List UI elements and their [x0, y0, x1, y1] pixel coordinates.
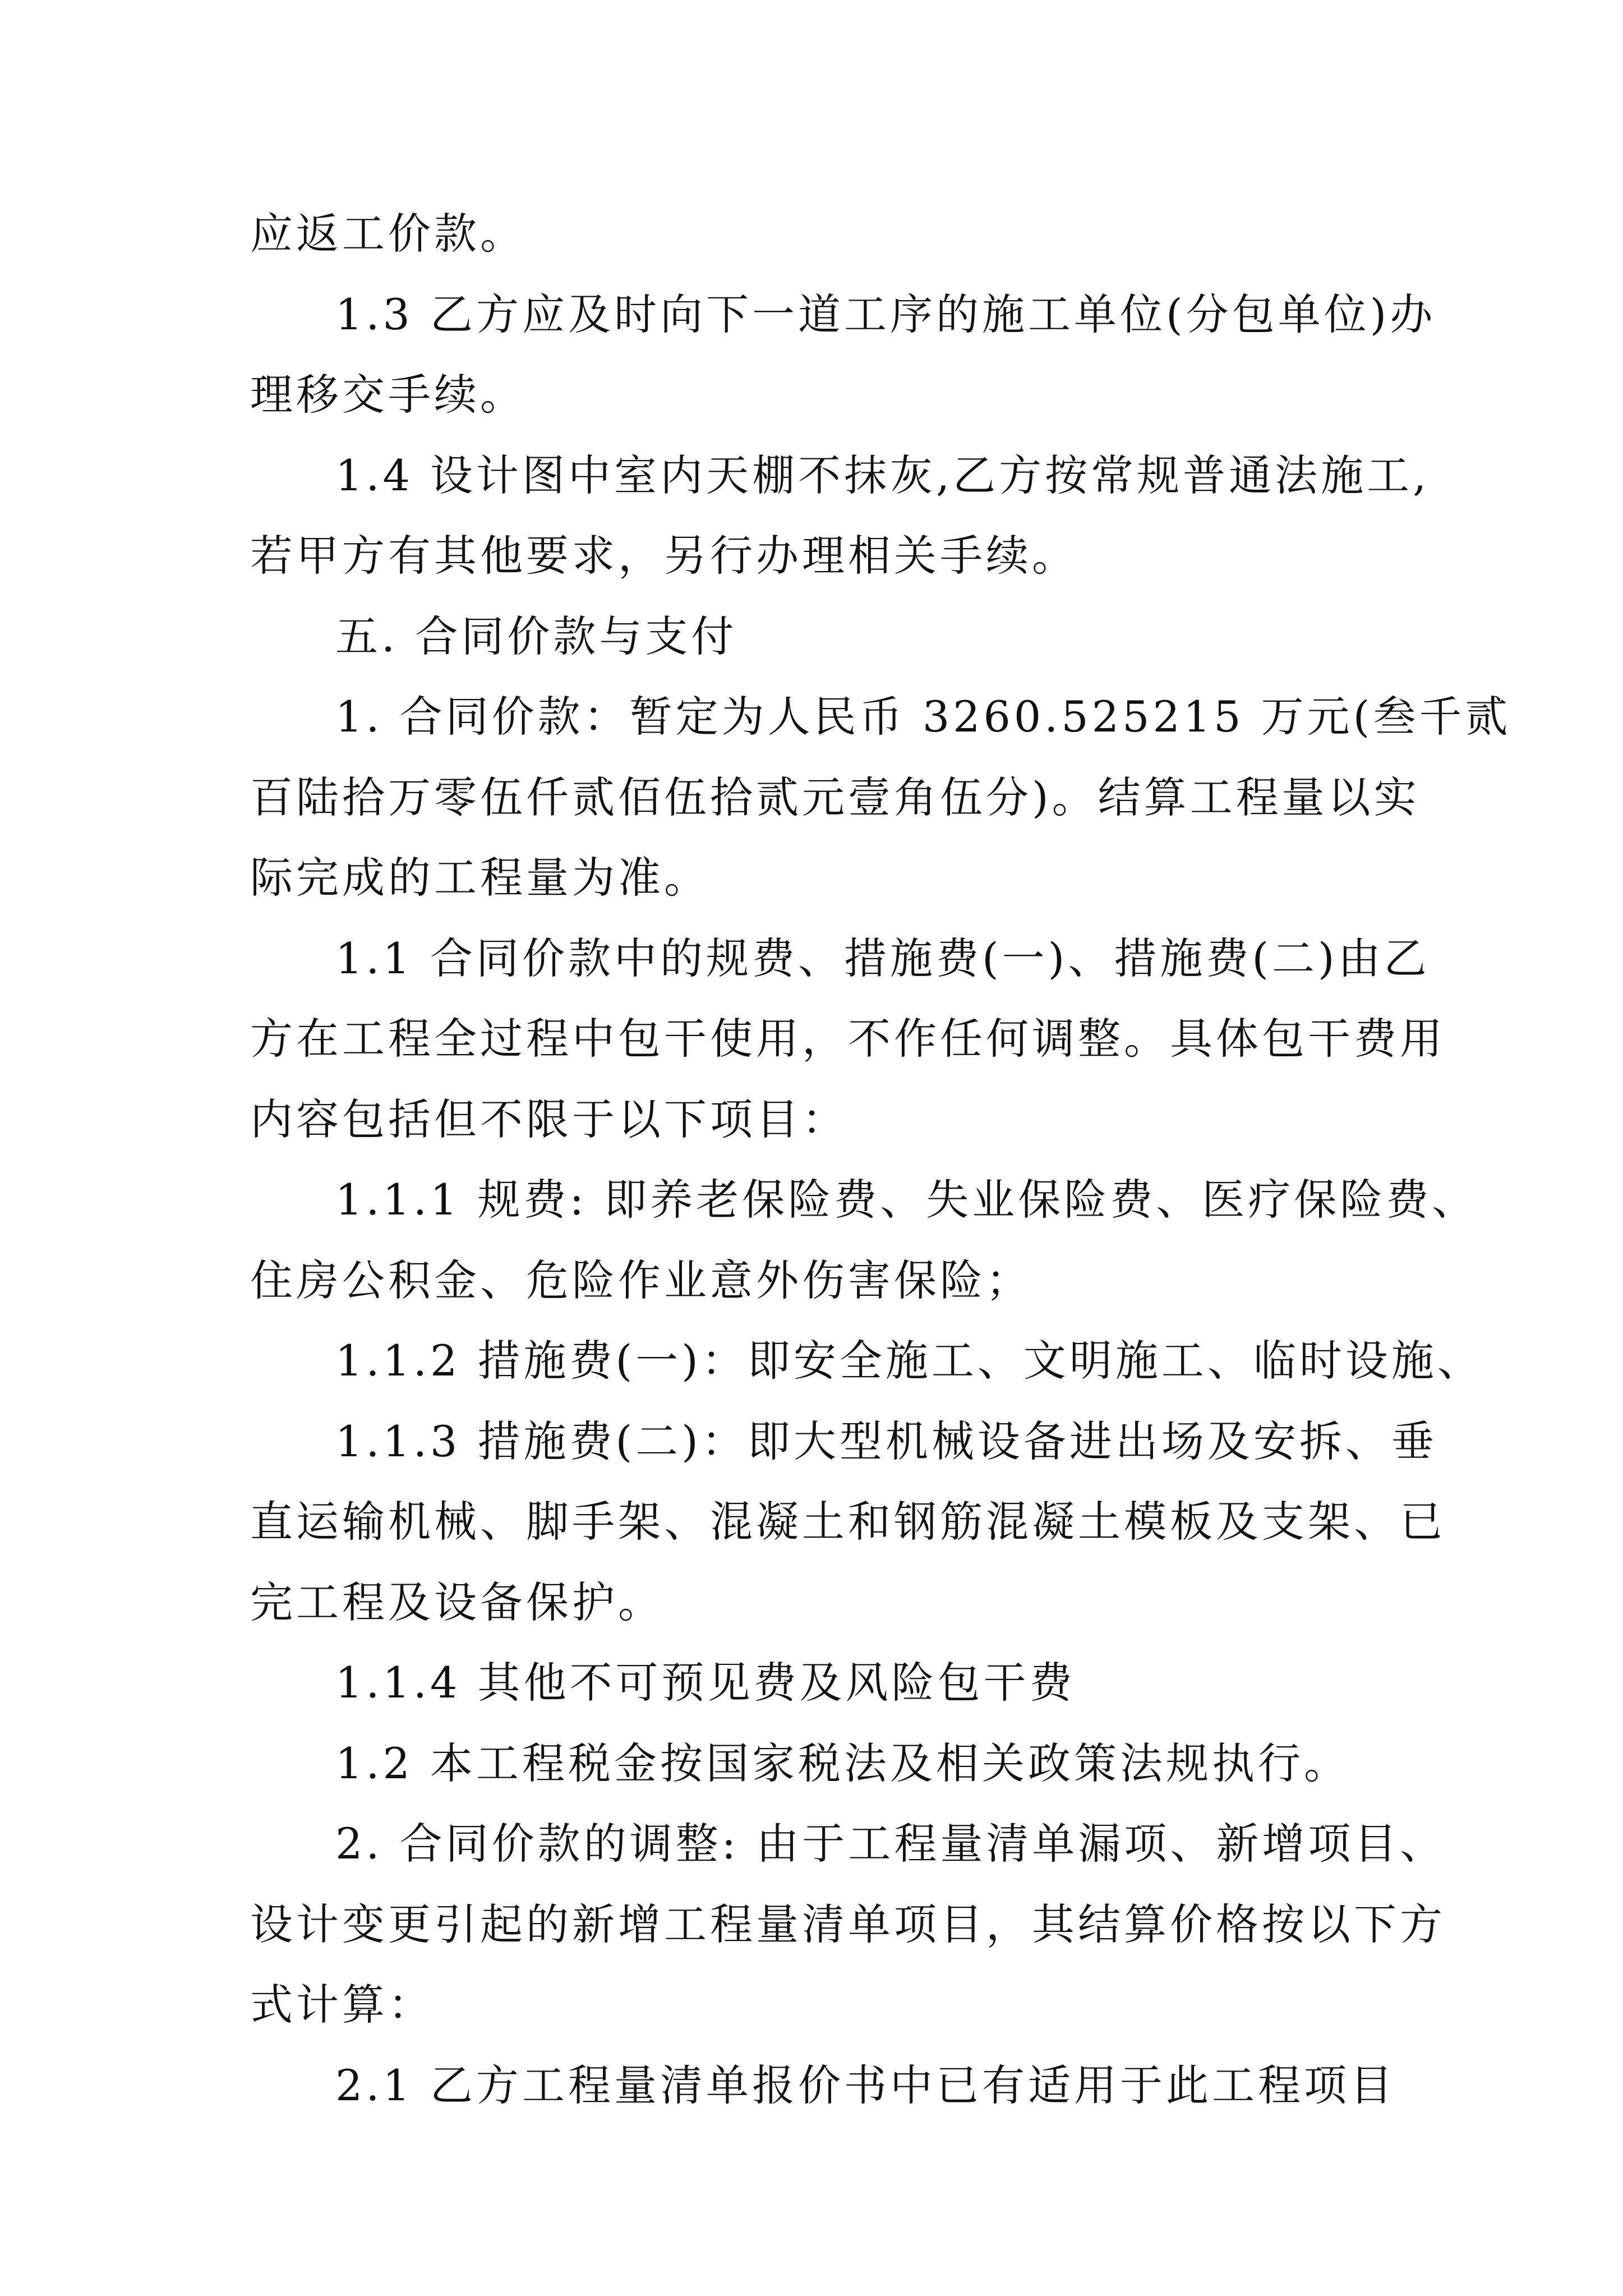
text-line: 1.1.3 措施费(二)：即大型机械设备进出场及安拆、垂: [335, 1416, 1437, 1466]
text-line: 1.1.2 措施费(一)：即安全施工、文明施工、临时设施、: [335, 1336, 1483, 1386]
text-line: 式计算：: [250, 1980, 434, 2030]
text-line: 2. 合同价款的调整: 由于工程量清单漏项、新增项目、: [335, 1819, 1446, 1869]
text-line: 1.1.4 其他不可预见费及风险包干费: [335, 1658, 1076, 1708]
text-line: 内容包括但不限于以下项目：: [250, 1094, 848, 1144]
text-line: 1.4 设计图中室内天棚不抹灰,乙方按常规普通法施工,: [335, 450, 1430, 500]
text-line: 方在工程全过程中包干使用，不作任何调整。具体包干费用: [250, 1014, 1446, 1064]
text-line: 应返工价款。: [250, 209, 526, 259]
text-line: 直运输机械、脚手架、混凝土和钢筋混凝土模板及支架、已: [250, 1497, 1446, 1547]
text-line: 1.1.1 规费: 即养老保险费、失业保险费、医疗保险费、: [335, 1175, 1478, 1225]
text-line: 住房公积金、危险作业意外伤害保险；: [250, 1255, 1032, 1305]
text-line: 1.2 本工程税金按国家税法及相关政策法规执行。: [335, 1738, 1350, 1788]
text-line: 若甲方有其他要求，另行办理相关手续。: [250, 531, 1078, 581]
text-line: 理移交手续。: [250, 370, 526, 420]
text-line: 完工程及设备保护。: [250, 1577, 664, 1627]
text-line: 设计变更引起的新增工程量清单项目，其结算价格按以下方: [250, 1899, 1446, 1949]
text-line: 2.1 乙方工程量清单报价书中已有适用于此工程项目: [335, 2060, 1396, 2110]
text-line: 1.1 合同价款中的规费、措施费(一)、措施费(二)由乙: [335, 933, 1430, 983]
text-line: 百陆拾万零伍仟贰佰伍拾贰元壹角伍分)。结算工程量以实: [250, 772, 1420, 822]
text-line: 1. 合同价款：暂定为人民币 3260.525215 万元(叁千贰: [335, 692, 1511, 742]
text-line: 际完成的工程量为准。: [250, 853, 710, 903]
text-line: 1.3 乙方应及时向下一道工序的施工单位(分包单位)办: [335, 289, 1436, 339]
section-heading: 五. 合同价款与支付: [335, 611, 737, 661]
document-body: [250, 194, 1511, 2125]
